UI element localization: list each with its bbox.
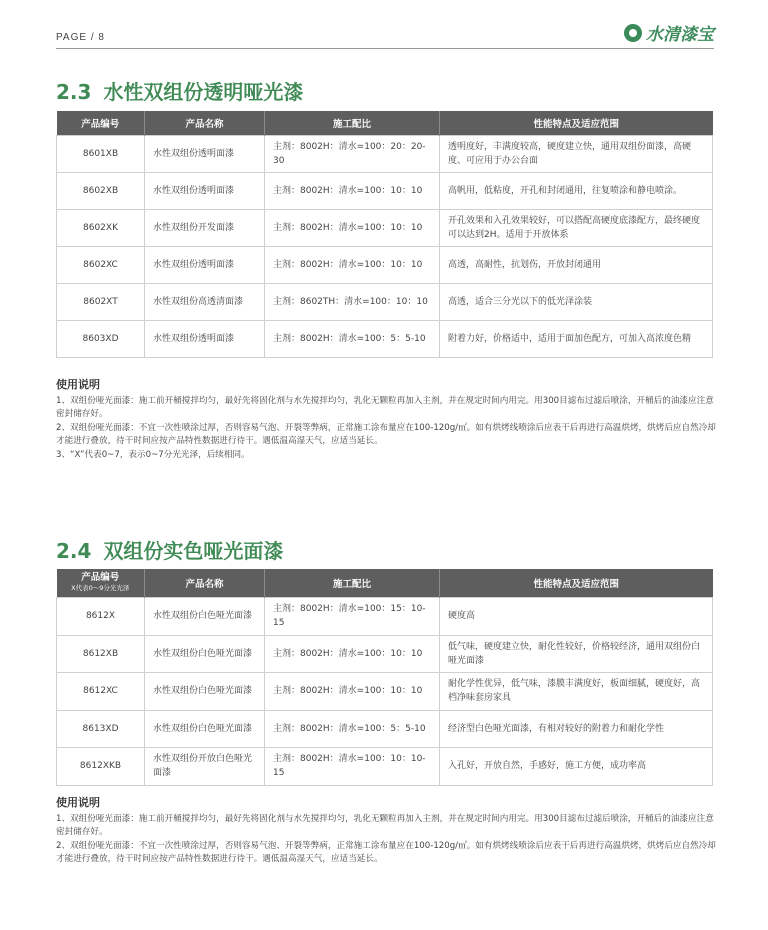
product-features: 入孔好，开放自然，手感好，施工方便，成功率高: [440, 748, 713, 786]
product-code: 8602XT: [57, 284, 145, 321]
product-features: 经济型白色哑光面漆，有相对较好的附着力和耐化学性: [440, 710, 713, 748]
mix-ratio: 主剂：8002H：清水=100：10：10: [265, 210, 440, 247]
brand-logo-icon: [624, 24, 642, 42]
usage-line: 2、双组份哑光面漆：不宜一次性喷涂过厚，否则容易气泡、开裂等弊病，正常施工涂布量应在100-120g/㎡。如有烘烤线喷涂后应表干后再进行高温烘烤，烘烤后应自然冷却才能进行叠放，待干时间应按产品特性数据进行待干。遇低温高湿天气，应适当延长。: [56, 422, 716, 446]
product-code: 8613XD: [57, 710, 145, 748]
header-features: 性能特点及适应范围: [440, 569, 713, 598]
section-title: [56, 535, 283, 564]
mix-ratio: 主剂：8002H：清水=100：5：5-10: [265, 710, 440, 748]
header-mix-ratio: 施工配比: [265, 111, 440, 136]
product-features: 高透，高耐性，抗划伤，开放封闭通用: [440, 247, 713, 284]
header-product-code: [57, 569, 145, 598]
brand-logo: [624, 20, 714, 45]
product-name: 水性双组份透明面漆: [145, 247, 265, 284]
mix-ratio: 主剂：8002H：清水=100：20：20-30: [265, 136, 440, 173]
product-name: 水性双组份开发面漆: [145, 210, 265, 247]
header-features: 性能特点及适应范围: [440, 111, 713, 136]
header-product-code-note: X代表0～9分光光泽: [71, 584, 130, 592]
page-number: PAGE / 8: [56, 32, 105, 43]
product-features: 透明度好，丰满度较高，硬度建立快，通用双组份面漆，高硬度、可应用于办公台面: [440, 136, 713, 173]
usage-line: 2、双组份哑光面漆：不宜一次性喷涂过厚，否则容易气泡、开裂等弊病，正常施工涂布量应在100-120g/㎡。如有烘烤线喷涂后应表干后再进行高温烘烤，烘烤后应自然冷却才能进行叠放，待干时间应按产品特性数据进行待干。遇低温高湿天气，应适当延长。: [56, 840, 716, 864]
product-name: 水性双组份透明面漆: [145, 173, 265, 210]
mix-ratio: 主剂：8002H：清水=100：10：10-15: [265, 748, 440, 786]
table-row: [57, 710, 713, 748]
product-features: 附着力好，价格适中，适用于面加色配方，可加入高浓度色精: [440, 321, 713, 358]
product-name: 水性双组份开放白色哑光面漆: [145, 748, 265, 786]
product-code: 8612XKB: [57, 748, 145, 786]
header-product-name: 产品名称: [145, 111, 265, 136]
product-name: 水性双组份白色哑光面漆: [145, 635, 265, 673]
section-number: 2.4: [56, 539, 92, 563]
product-name: 水性双组份高透清面漆: [145, 284, 265, 321]
product-name: 水性双组份透明面漆: [145, 136, 265, 173]
section-heading: 双组份实色哑光面漆: [103, 539, 284, 563]
section-number: 2.3: [56, 80, 92, 104]
table-row: [57, 321, 713, 358]
usage-line: 3、“X”代表0~7，表示0~7分光光泽，后续相同。: [56, 449, 250, 460]
section-title: [56, 76, 303, 105]
table-row: [57, 136, 713, 173]
table-row: [57, 748, 713, 786]
mix-ratio: 主剂：8002H：清水=100：10：10: [265, 247, 440, 284]
mix-ratio: 主剂：8002H：清水=100：10：10: [265, 673, 440, 711]
usage-notes: [56, 796, 716, 867]
product-code: 8602XB: [57, 173, 145, 210]
mix-ratio: 主剂：8002H：清水=100：10：10: [265, 635, 440, 673]
product-code: 8612X: [57, 598, 145, 636]
mix-ratio: 主剂：8002H：清水=100：5：5-10: [265, 321, 440, 358]
product-name: 水性双组份白色哑光面漆: [145, 598, 265, 636]
product-name: 水性双组份白色哑光面漆: [145, 673, 265, 711]
product-code: 8612XC: [57, 673, 145, 711]
header-product-code: 产品编号: [57, 111, 145, 136]
mix-ratio: 主剂：8602TH：清水=100：10：10: [265, 284, 440, 321]
usage-title: 使用说明: [56, 796, 100, 809]
mix-ratio: 主剂：8002H：清水=100：10：10: [265, 173, 440, 210]
product-features: 硬度高: [440, 598, 713, 636]
product-code: 8612XB: [57, 635, 145, 673]
table-row: [57, 284, 713, 321]
product-code: 8603XD: [57, 321, 145, 358]
table-row: [57, 635, 713, 673]
product-features: 高透，适合三分光以下的低光泽涂装: [440, 284, 713, 321]
product-table: [56, 569, 713, 786]
table-row: [57, 173, 713, 210]
product-features: 耐化学性优异，低气味，漆膜丰满度好，板面细腻，硬度好，高档净味套房家具: [440, 673, 713, 711]
product-features: 开孔效果和入孔效果较好，可以搭配高硬度底漆配方，最终硬度可以达到2H。适用于开放体系: [440, 210, 713, 247]
header-product-name: 产品名称: [145, 569, 265, 598]
product-code: 8602XC: [57, 247, 145, 284]
mix-ratio: 主剂：8002H：清水=100：15：10-15: [265, 598, 440, 636]
product-code: 8602XK: [57, 210, 145, 247]
table-header-row: [57, 569, 713, 598]
table-row: [57, 673, 713, 711]
product-features: 高帆用，低粘度，开孔和封闭通用，往复喷涂和静电喷涂。: [440, 173, 713, 210]
usage-notes: [56, 378, 716, 462]
usage-line: 1、双组份哑光面漆：施工前开桶搅拌均匀，最好先将固化剂与水先搅拌均匀，乳化无颗粒再加入主剂，并在规定时间内用完。用300目滤布过滤后喷涂，开桶后的油漆应注意密封储存好。: [56, 813, 714, 837]
usage-title: 使用说明: [56, 378, 100, 391]
header-divider: [56, 48, 714, 49]
table-row: [57, 247, 713, 284]
product-features: 低气味，硬度建立快，耐化性较好，价格较经济，通用双组份白哑光面漆: [440, 635, 713, 673]
product-name: 水性双组份白色哑光面漆: [145, 710, 265, 748]
table-row: [57, 598, 713, 636]
product-name: 水性双组份透明面漆: [145, 321, 265, 358]
usage-line: 1、双组份哑光面漆：施工前开桶搅拌均匀，最好先将固化剂与水先搅拌均匀，乳化无颗粒再加入主剂，并在规定时间内用完。用300目滤布过滤后喷涂，开桶后的油漆应注意密封储存好。: [56, 395, 714, 419]
header-product-code-label: 产品编号: [81, 572, 120, 583]
section-heading: 水性双组份透明哑光漆: [103, 80, 304, 104]
table-row: [57, 210, 713, 247]
header-mix-ratio: 施工配比: [265, 569, 440, 598]
product-code: 8601XB: [57, 136, 145, 173]
brand-name: 水清漆宝: [646, 25, 714, 45]
table-header-row: [57, 111, 713, 136]
product-table: [56, 111, 713, 358]
